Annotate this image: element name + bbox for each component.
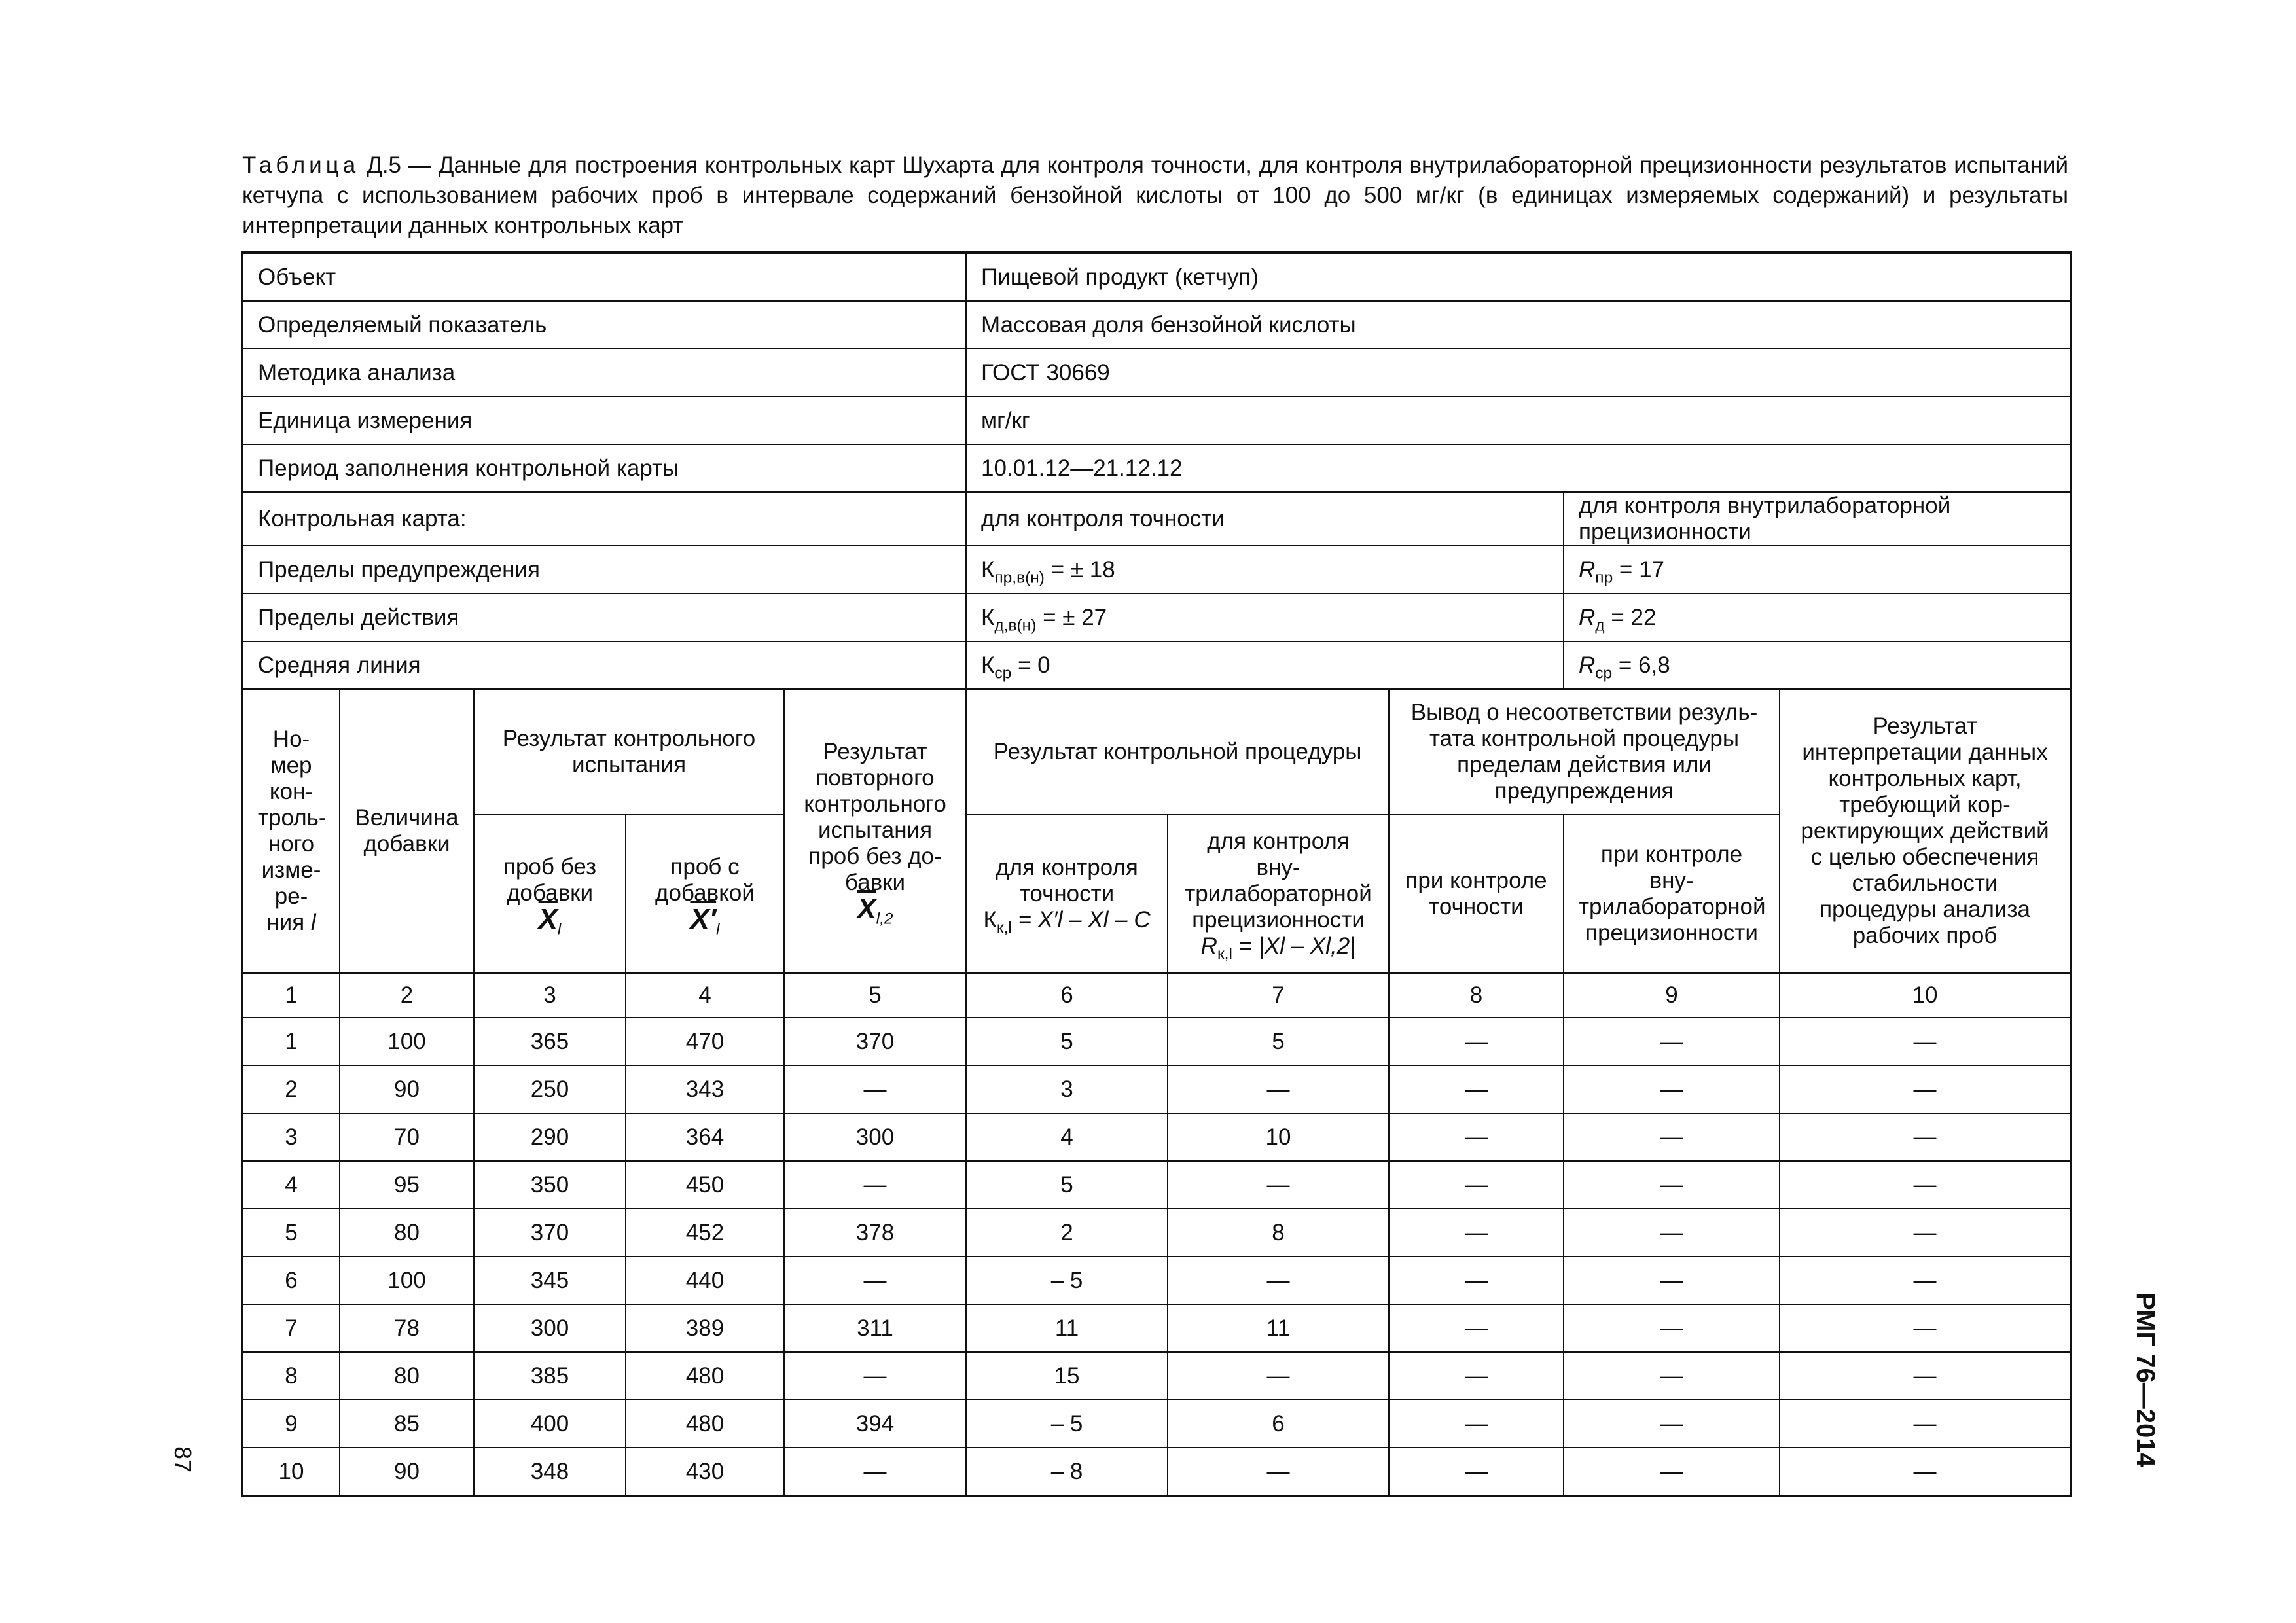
info-row-period bbox=[242, 444, 2071, 492]
table-cell: 365 bbox=[474, 1018, 626, 1065]
table-cell: — bbox=[1564, 1257, 1780, 1304]
info-row-unit bbox=[242, 397, 2071, 444]
warning-k: $К_{пр,в(н)}$ = ± 18 bbox=[966, 546, 1564, 594]
table-cell: – 5 bbox=[966, 1400, 1168, 1448]
table-cell: — bbox=[784, 1352, 966, 1400]
table-cell: — bbox=[784, 1448, 966, 1496]
table-row bbox=[242, 1113, 2071, 1161]
table-cell: 345 bbox=[474, 1257, 626, 1304]
column-number: 5 bbox=[784, 973, 966, 1018]
table-cell: 11 bbox=[966, 1304, 1168, 1352]
column-number: 6 bbox=[966, 973, 1168, 1018]
table-cell: — bbox=[1168, 1352, 1389, 1400]
table-cell: — bbox=[1780, 1304, 2071, 1352]
table-cell: 430 bbox=[626, 1448, 784, 1496]
info-row-warning bbox=[242, 546, 2071, 594]
header-interpretation: Результат интерпретации данных контрольных карт, требующий кор-ректирующих действий с целью обеспечения стабильности процедуры анализа рабочих проб bbox=[1780, 689, 2071, 973]
action-r: $R_д = 22$ bbox=[1564, 594, 2071, 641]
table-cell: 78 bbox=[340, 1304, 474, 1352]
table-cell: 370 bbox=[474, 1209, 626, 1257]
table-cell: — bbox=[1389, 1448, 1564, 1496]
table-cell: 348 bbox=[474, 1448, 626, 1496]
table-cell: — bbox=[1389, 1209, 1564, 1257]
table-cell: 4 bbox=[242, 1161, 340, 1209]
control-chart-table bbox=[241, 251, 2072, 1497]
column-number: 3 bbox=[474, 973, 626, 1018]
table-cell: – 5 bbox=[966, 1257, 1168, 1304]
header-with-addition: проб с добавкой $X'_l$ bbox=[626, 815, 784, 973]
table-cell: 290 bbox=[474, 1113, 626, 1161]
info-row-method bbox=[242, 349, 2071, 397]
table-cell: — bbox=[1389, 1257, 1564, 1304]
page-number: 87 bbox=[170, 1446, 196, 1473]
table-cell: — bbox=[1564, 1304, 1780, 1352]
table-cell: 389 bbox=[626, 1304, 784, 1352]
table-row bbox=[242, 1448, 2071, 1496]
data-rows bbox=[242, 1018, 2071, 1496]
info-label: Пределы действия bbox=[242, 594, 966, 641]
chart-precision: для контроля внутрилабораторной прецизионности bbox=[1564, 492, 2071, 546]
table-cell: — bbox=[1389, 1161, 1564, 1209]
table-cell: 95 bbox=[340, 1161, 474, 1209]
table-cell: 11 bbox=[1168, 1304, 1389, 1352]
table-cell: 6 bbox=[1168, 1400, 1389, 1448]
table-cell: 70 bbox=[340, 1113, 474, 1161]
table-cell: — bbox=[784, 1161, 966, 1209]
table-cell: — bbox=[1564, 1352, 1780, 1400]
table-cell: 10 bbox=[1168, 1113, 1389, 1161]
info-label: Контрольная карта: bbox=[242, 492, 966, 546]
info-value: ГОСТ 30669 bbox=[966, 349, 2071, 397]
table-row bbox=[242, 1209, 2071, 1257]
action-k: $К_{д,в(н)}$ = ± 27 bbox=[966, 594, 1564, 641]
table-row bbox=[242, 1352, 2071, 1400]
table-cell: — bbox=[784, 1257, 966, 1304]
table-cell: — bbox=[1564, 1113, 1780, 1161]
mean-k: $К_{ср} = 0$ bbox=[966, 641, 1564, 689]
column-number: 1 bbox=[242, 973, 340, 1018]
table-cell: 394 bbox=[784, 1400, 966, 1448]
table-cell: 8 bbox=[1168, 1209, 1389, 1257]
table-cell: 450 bbox=[626, 1161, 784, 1209]
table-cell: 80 bbox=[340, 1352, 474, 1400]
table-cell: — bbox=[1389, 1400, 1564, 1448]
header-control-result: Результат контрольного испытания bbox=[474, 689, 784, 815]
table-cell: — bbox=[1780, 1161, 2071, 1209]
table-cell: — bbox=[1168, 1448, 1389, 1496]
caption-label: Таблица bbox=[242, 152, 360, 178]
table-cell: 85 bbox=[340, 1400, 474, 1448]
header-conclusion: Вывод о несоответствии резуль-тата контрольной процедуры пределам действия или предупреждения bbox=[1389, 689, 1780, 815]
table-cell: 5 bbox=[966, 1161, 1168, 1209]
warning-r: $R_{пр} = 17$ bbox=[1564, 546, 2071, 594]
header-accuracy-control: для контроля точности $К_{к,l} = X'l - Xl - C$ bbox=[966, 815, 1168, 973]
info-label: Средняя линия bbox=[242, 641, 966, 689]
table-cell: — bbox=[1168, 1065, 1389, 1113]
header-precision-control: для контроля вну-трилабораторной прецизионности $R_{к,l} = |Xl - Xl,2|$ bbox=[1168, 815, 1389, 973]
document-code: РМГ 76—2014 bbox=[2131, 1293, 2160, 1467]
info-row-action bbox=[242, 594, 2071, 641]
column-number: 2 bbox=[340, 973, 474, 1018]
table-cell: 3 bbox=[242, 1113, 340, 1161]
table-cell: 2 bbox=[242, 1065, 340, 1113]
table-cell: — bbox=[1564, 1209, 1780, 1257]
table-cell: — bbox=[1780, 1065, 2071, 1113]
info-row-indicator bbox=[242, 301, 2071, 349]
table-cell: 300 bbox=[474, 1304, 626, 1352]
info-value: 10.01.12—21.12.12 bbox=[966, 444, 2071, 492]
table-cell: 440 bbox=[626, 1257, 784, 1304]
info-row-mean bbox=[242, 641, 2071, 689]
chart-accuracy: для контроля точности bbox=[966, 492, 1564, 546]
info-row-object bbox=[242, 253, 2071, 301]
info-value: Массовая доля бензойной кислоты bbox=[966, 301, 2071, 349]
info-label: Единица измерения bbox=[242, 397, 966, 444]
info-label: Методика анализа bbox=[242, 349, 966, 397]
header-row-1 bbox=[242, 689, 2071, 815]
table-cell: — bbox=[1389, 1304, 1564, 1352]
table-row bbox=[242, 1018, 2071, 1065]
table-cell: 80 bbox=[340, 1209, 474, 1257]
table-cell: — bbox=[1564, 1448, 1780, 1496]
table-cell: 311 bbox=[784, 1304, 966, 1352]
table-cell: 343 bbox=[626, 1065, 784, 1113]
table-cell: 100 bbox=[340, 1018, 474, 1065]
table-cell: — bbox=[1780, 1400, 2071, 1448]
header-precision-conclusion: при контроле вну-трилабораторной прецизионности bbox=[1564, 815, 1780, 973]
header-accuracy-conclusion: при контроле точности bbox=[1389, 815, 1564, 973]
header-measurement-number: Но-мер кон-троль-ного изме-ре-ния l bbox=[242, 689, 340, 973]
table-cell: 370 bbox=[784, 1018, 966, 1065]
info-value: мг/кг bbox=[966, 397, 2071, 444]
table-cell: 378 bbox=[784, 1209, 966, 1257]
column-number: 10 bbox=[1780, 973, 2071, 1018]
table-cell: — bbox=[1780, 1448, 2071, 1496]
table-row bbox=[242, 1400, 2071, 1448]
table-cell: 6 bbox=[242, 1257, 340, 1304]
table-cell: 470 bbox=[626, 1018, 784, 1065]
header-repeat-result: Результат повторного контрольного испытания проб без до-бавки $\overline{X}_{l,2}$ bbox=[784, 689, 966, 973]
table-row bbox=[242, 1065, 2071, 1113]
column-number: 8 bbox=[1389, 973, 1564, 1018]
table-cell: — bbox=[1780, 1018, 2071, 1065]
table-cell: 4 bbox=[966, 1113, 1168, 1161]
table-row bbox=[242, 1257, 2071, 1304]
table-cell: 1 bbox=[242, 1018, 340, 1065]
table-cell: 250 bbox=[474, 1065, 626, 1113]
header-addition: Величина добавки bbox=[340, 689, 474, 973]
table-cell: — bbox=[1564, 1161, 1780, 1209]
table-cell: — bbox=[1168, 1161, 1389, 1209]
table-cell: 5 bbox=[242, 1209, 340, 1257]
table-cell: — bbox=[1389, 1113, 1564, 1161]
table-cell: 350 bbox=[474, 1161, 626, 1209]
column-number-row bbox=[242, 973, 2071, 1018]
info-row-chart bbox=[242, 492, 2071, 546]
table-cell: — bbox=[1780, 1113, 2071, 1161]
column-number: 4 bbox=[626, 973, 784, 1018]
table-caption bbox=[242, 151, 2068, 241]
caption-text: Д.5 — Данные для построения контрольных карт Шухарта для контроля точности, для контроля внутрилабораторной прецизионности результатов испытаний кетчупа с использованием рабочих проб в интервале содержаний бензойной кислоты от 100 до 500 мг/кг (в единицах измеряемых содержаний) и результаты интерпретации данных контрольных карт bbox=[242, 152, 2068, 238]
table-cell: — bbox=[1389, 1065, 1564, 1113]
table-cell: – 8 bbox=[966, 1448, 1168, 1496]
table-cell: 3 bbox=[966, 1065, 1168, 1113]
table-cell: 480 bbox=[626, 1352, 784, 1400]
header-without-addition: проб без добавки $\overline{X}_l$ bbox=[474, 815, 626, 973]
table-cell: 2 bbox=[966, 1209, 1168, 1257]
table-cell: — bbox=[1389, 1018, 1564, 1065]
table-row bbox=[242, 1161, 2071, 1209]
table-cell: 7 bbox=[242, 1304, 340, 1352]
table-cell: 452 bbox=[626, 1209, 784, 1257]
mean-r: $R_{ср} = 6,8$ bbox=[1564, 641, 2071, 689]
info-value: Пищевой продукт (кетчуп) bbox=[966, 253, 2071, 301]
table-cell: — bbox=[1780, 1257, 2071, 1304]
table-cell: — bbox=[1564, 1018, 1780, 1065]
table-cell: 100 bbox=[340, 1257, 474, 1304]
table-cell: 10 bbox=[242, 1448, 340, 1496]
table-cell: 400 bbox=[474, 1400, 626, 1448]
table-cell: — bbox=[1389, 1352, 1564, 1400]
header-procedure-result: Результат контрольной процедуры bbox=[966, 689, 1389, 815]
table-cell: 5 bbox=[966, 1018, 1168, 1065]
column-number: 9 bbox=[1564, 973, 1780, 1018]
table-cell: — bbox=[1780, 1209, 2071, 1257]
table-cell: — bbox=[1168, 1257, 1389, 1304]
column-number: 7 bbox=[1168, 973, 1389, 1018]
table-cell: 364 bbox=[626, 1113, 784, 1161]
info-label: Объект bbox=[242, 253, 966, 301]
table-cell: — bbox=[1564, 1065, 1780, 1113]
table-cell: — bbox=[784, 1065, 966, 1113]
info-label: Определяемый показатель bbox=[242, 301, 966, 349]
table-cell: 385 bbox=[474, 1352, 626, 1400]
table-cell: — bbox=[1780, 1352, 2071, 1400]
table-cell: 5 bbox=[1168, 1018, 1389, 1065]
table-cell: 480 bbox=[626, 1400, 784, 1448]
table-cell: 15 bbox=[966, 1352, 1168, 1400]
table-cell: 300 bbox=[784, 1113, 966, 1161]
table-cell: 9 bbox=[242, 1400, 340, 1448]
table-cell: — bbox=[1564, 1400, 1780, 1448]
table-row bbox=[242, 1304, 2071, 1352]
table-cell: 8 bbox=[242, 1352, 340, 1400]
info-label: Пределы предупреждения bbox=[242, 546, 966, 594]
info-label: Период заполнения контрольной карты bbox=[242, 444, 966, 492]
table-cell: 90 bbox=[340, 1448, 474, 1496]
table-cell: 90 bbox=[340, 1065, 474, 1113]
